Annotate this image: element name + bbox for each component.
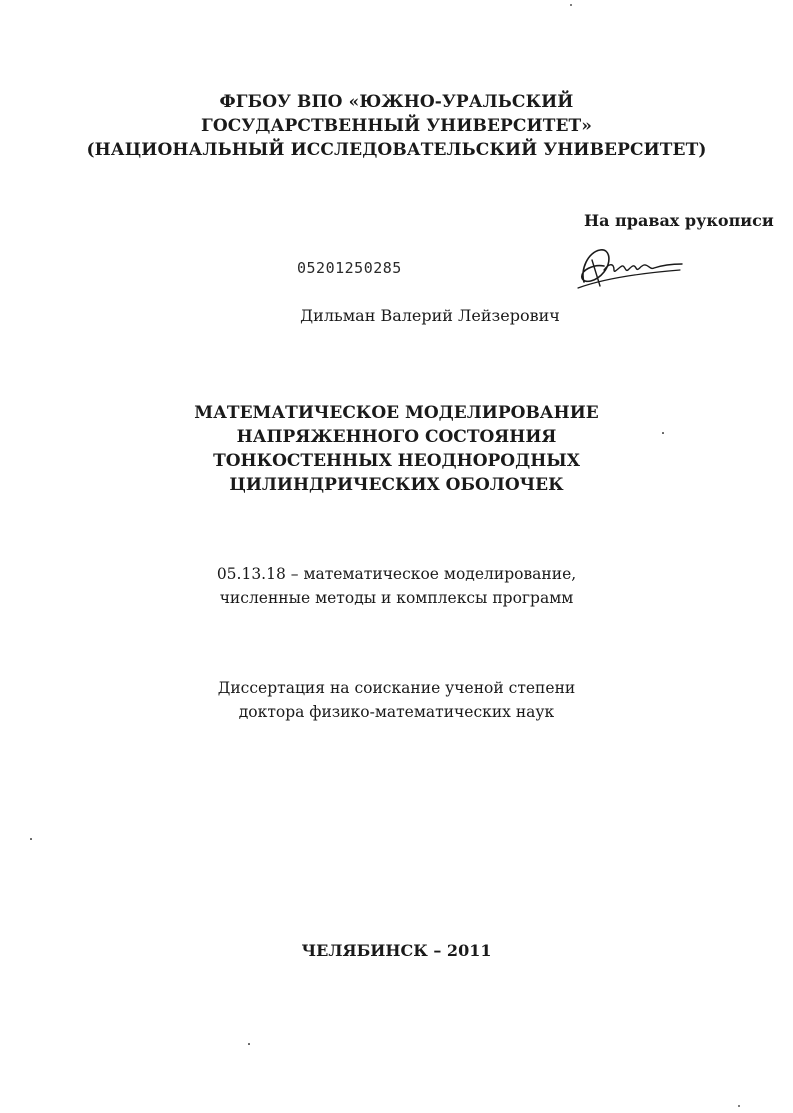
title-line-2: НАПРЯЖЕННОГО СОСТОЯНИЯ (236, 427, 557, 447)
scan-speck (30, 838, 32, 840)
institution-line-2: ГОСУДАРСТВЕННЫЙ УНИВЕРСИТЕТ» (201, 116, 592, 136)
degree-line-1: Диссертация на соискание ученой степени (217, 679, 576, 697)
title-line-1: МАТЕМАТИЧЕСКОЕ МОДЕЛИРОВАНИЕ (194, 403, 599, 423)
specialty-code (0, 562, 793, 610)
specialty-line-1: 05.13.18 – математическое моделирование, (216, 565, 577, 583)
institution-line-1: ФГБОУ ВПО «ЮЖНО-УРАЛЬСКИЙ (219, 92, 574, 112)
manuscript-note: На правах рукописи (584, 211, 774, 230)
handwritten-signature (570, 240, 690, 295)
title-line-3: ТОНКОСТЕННЫХ НЕОДНОРОДНЫХ (213, 451, 580, 471)
institution-line-3: (НАЦИОНАЛЬНЫЙ ИССЛЕДОВАТЕЛЬСКИЙ УНИВЕРСИТЕТ) (86, 140, 707, 160)
dissertation-title (0, 401, 793, 497)
scan-speck (570, 4, 572, 6)
title-line-4: ЦИЛИНДРИЧЕСКИХ ОБОЛОЧЕК (229, 475, 564, 495)
serial-number: 05201250285 (297, 259, 402, 277)
scan-speck (248, 1043, 250, 1045)
degree-statement (0, 676, 793, 724)
scan-speck (662, 432, 664, 434)
city-year: ЧЕЛЯБИНСК – 2011 (301, 941, 492, 960)
degree-line-2: доктора физико-математических наук (238, 703, 555, 721)
author-name: Дильман Валерий Лейзерович (300, 306, 560, 325)
specialty-line-2: численные методы и комплексы программ (219, 589, 574, 607)
scan-speck (738, 1105, 740, 1107)
institution-header (0, 90, 793, 162)
